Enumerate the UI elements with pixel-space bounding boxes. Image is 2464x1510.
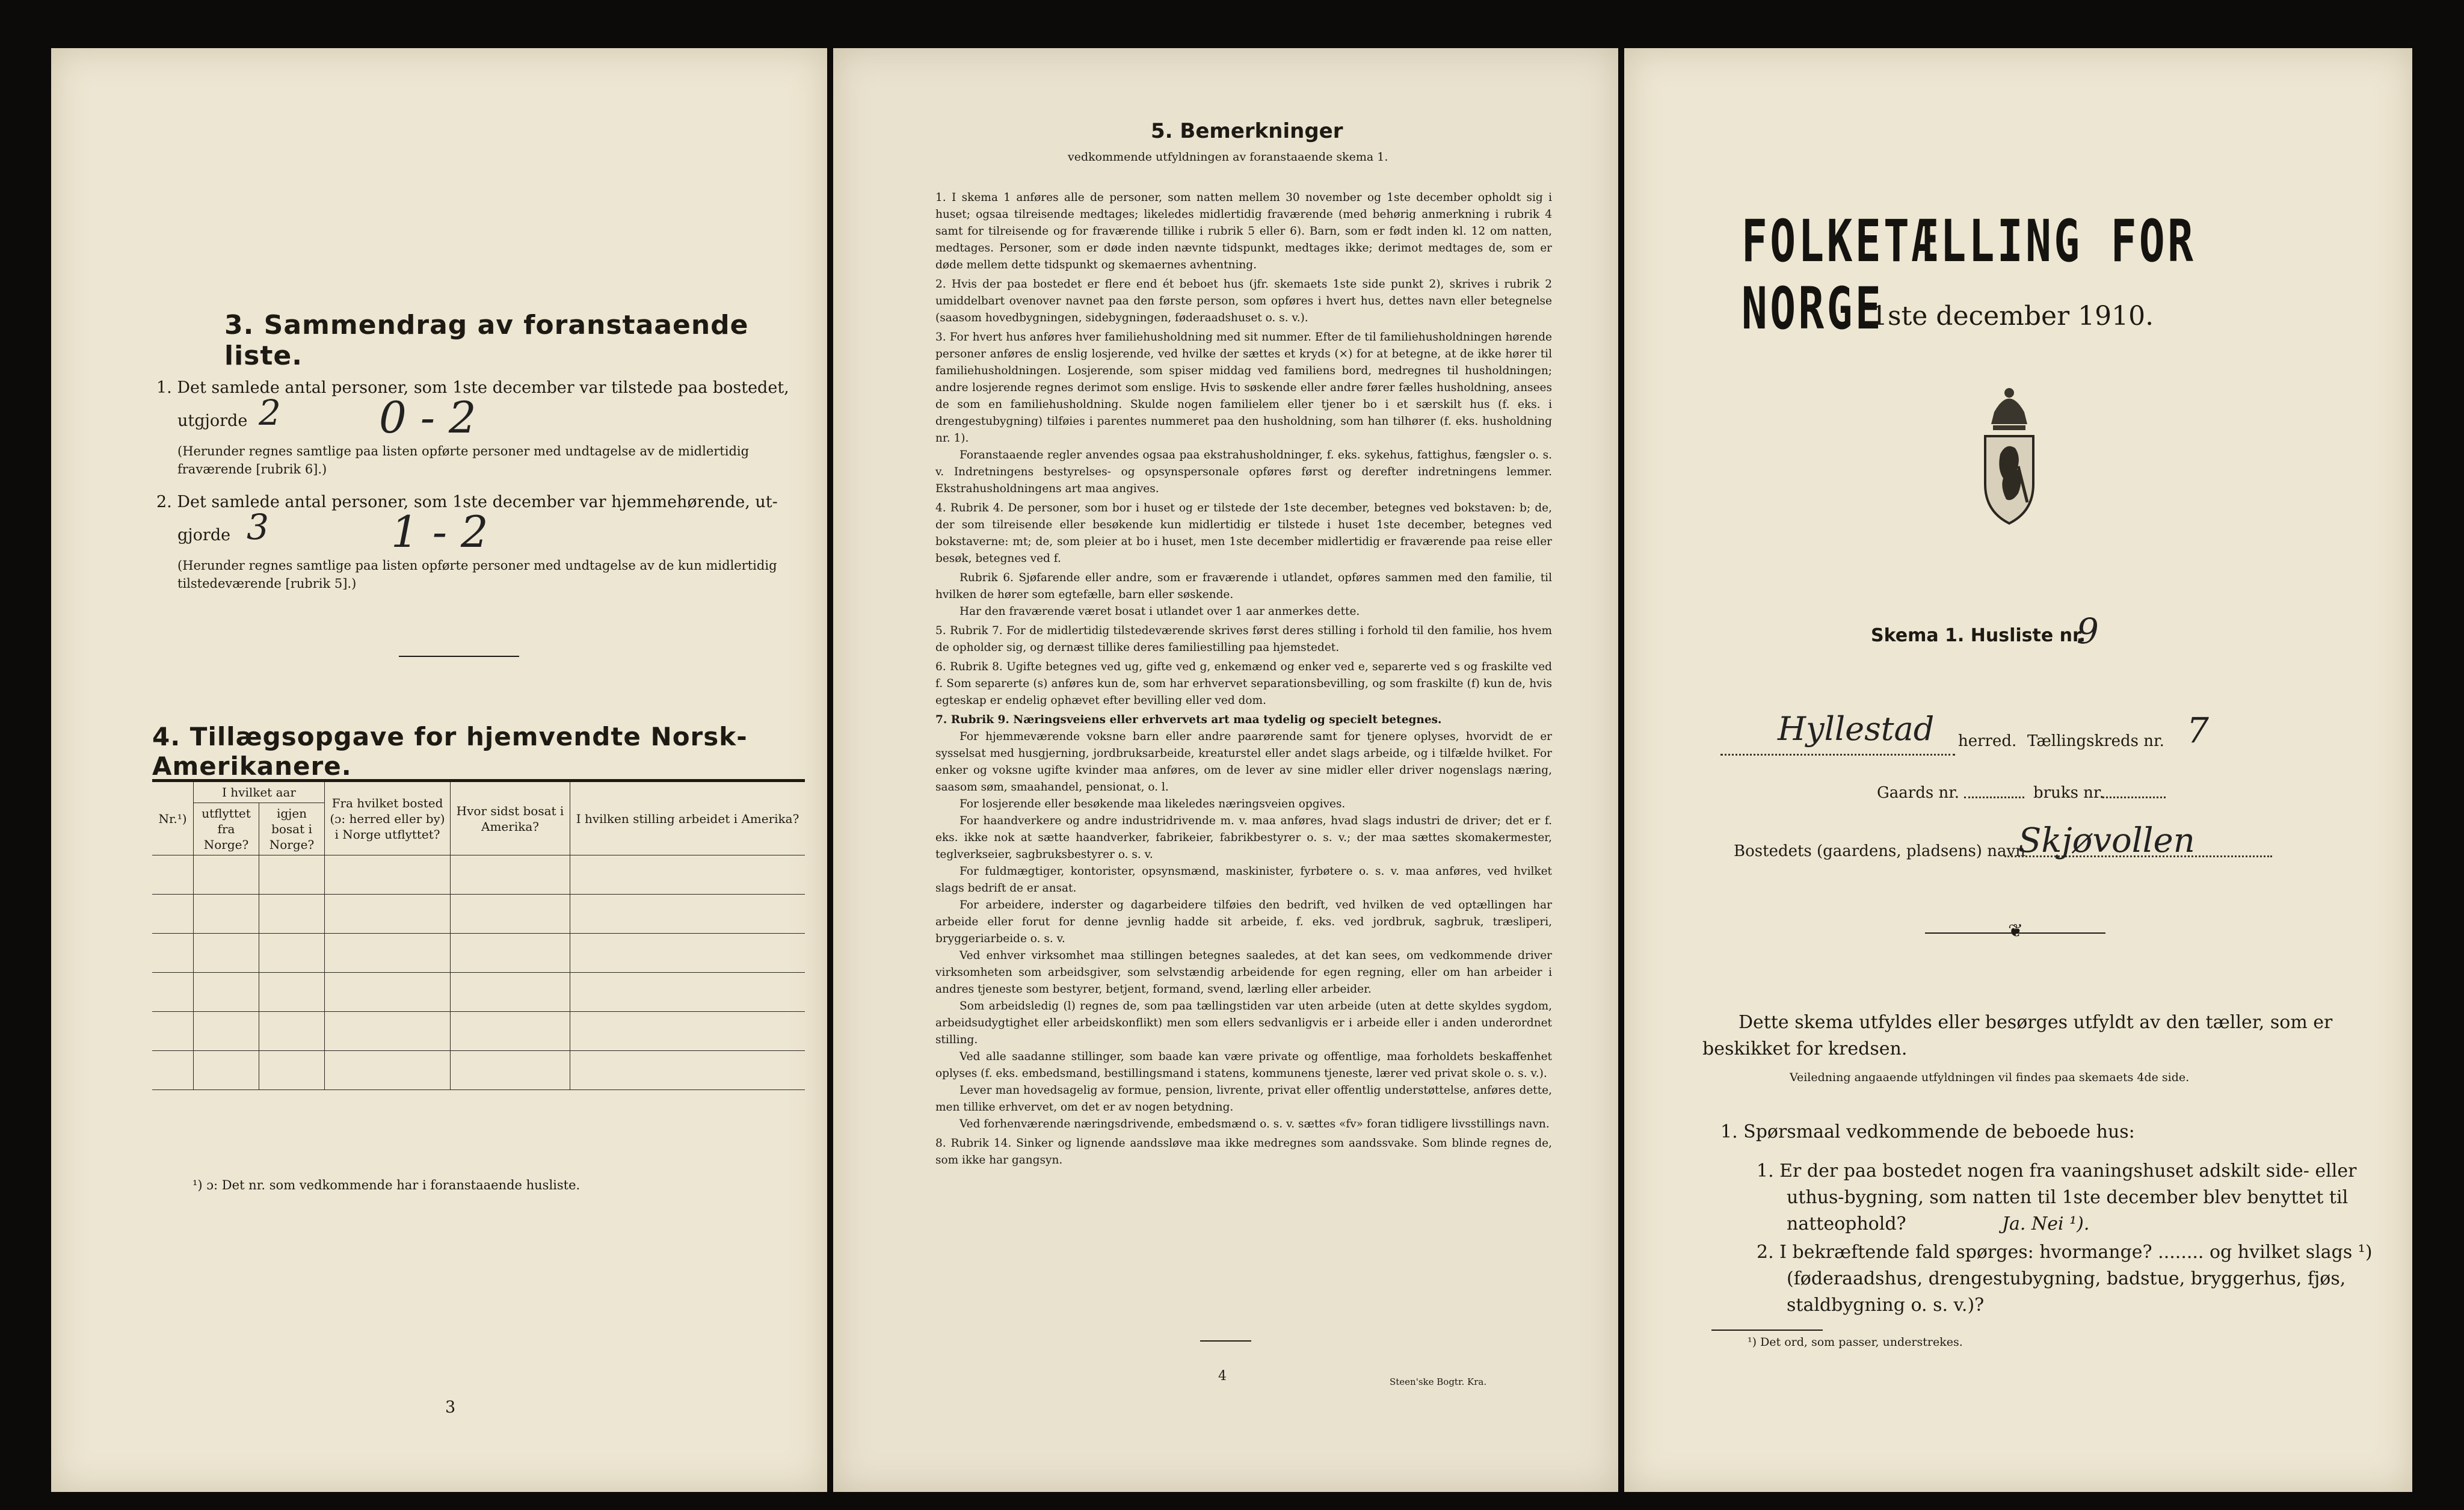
section-4-title: 4. Tillægsopgave for hjemvendte Norsk-Amerikanere.: [152, 722, 748, 781]
col-stilling-header: I hvilken stilling arbeidet i Amerika?: [570, 781, 805, 855]
end-divider: [1200, 1340, 1251, 1342]
question-2: 2. I bekræftende fald spørges: hvormange? ........ og hvilket slags ¹) (føderaadshus, drengestubygning, badstue, bryggerhus, fjøs, staldbygning o. s. v.)?: [1757, 1242, 2373, 1316]
page-number: 4: [1218, 1369, 1227, 1384]
page-middle: [833, 48, 1618, 1492]
bemerkninger-title: 5. Bemerkninger: [1151, 119, 1343, 143]
bosted-label: Bostedets (gaardens, pladsens) navn: [1734, 842, 2025, 860]
table-row: [152, 1012, 805, 1051]
remark-paragraph: 7. Rubrik 9. Næringsveiens eller erhvervets art maa tydelig og specielt betegnes.: [935, 713, 1442, 726]
remark-paragraph: For fuldmægtiger, kontorister, opsynsmænd, maskinister, fyrbøtere o. s. v. maa anføres, ved hvilket slags bedrift de er ansat.: [935, 865, 1552, 895]
remark-paragraph: For hjemmeværende voksne barn eller andre paarørende samt for tjenere oplyses, hvorvidt de er sysselsat med husgjerning, jordbruksarbeide, kreaturstel eller andet slags arbeide, og i tilfælde hvilket. For enker og voksne ugifte kvinder maa anføres, om de lever av sine midler eller driver nogenslags næring, saasom søm, smaahandel, pensionat, o. l.: [935, 730, 1552, 794]
question-1-answer: Ja. Nei ¹).: [1996, 1211, 2089, 1237]
col-utflyttet-header: utflyttet fra Norge?: [194, 803, 259, 855]
item2-note: (Herunder regnes samtlige paa listen opførte personer med undtagelse av de kun midlertidig tilstedeværende [rubrik 5].): [177, 558, 777, 591]
husliste-number: 9: [2077, 611, 2099, 652]
bemerkninger-body: [935, 190, 1552, 1169]
remark-paragraph: 2. Hvis der paa bostedet er flere end ét beboet hus (jfr. skemaets 1ste side punkt 2), skrives i rubrik 2 umiddelbart ovenover navnet paa den første person, som opføres i hvert hus, dettes navn eller betegnelse (saasom hovedbygningen, sidebygningen, føderaadshuset o. s. v.).: [935, 278, 1552, 324]
item2-handwritten-a: 3: [247, 507, 269, 547]
table-footnote: ¹) ɔ: Det nr. som vedkommende har i foranstaaende husliste.: [192, 1178, 581, 1192]
page-left: [51, 48, 827, 1492]
herred-label: herred.: [1958, 732, 2017, 750]
col-group-header: I hvilket aar: [194, 781, 325, 803]
norsk-amerikanere-table: [152, 779, 805, 1090]
table-row: [152, 934, 805, 973]
remark-paragraph: Foranstaaende regler anvendes ogsaa paa ekstrahusholdninger, f. eks. sykehus, fattighus, fængsler o. s. v. Indretningens bestyrelses- og opsynspersonale opføres først og derefter indretningens lemmer. Ekstrahusholdningens art maa angives.: [935, 449, 1552, 495]
bemerkninger-subtitle: vedkommende utfyldningen av foranstaaende skema 1.: [1068, 150, 1388, 164]
remark-paragraph: Lever man hovedsagelig av formue, pension, livrente, privat eller offentlig understøttelse, anføres dette, men tillike erhvervet, om det er av nogen betydning.: [935, 1084, 1552, 1114]
footnote: ¹) Det ord, som passer, understrekes.: [1748, 1336, 1963, 1349]
col-amerika-header: Hvor sidst bosat i Amerika?: [451, 781, 570, 855]
page-right: [1624, 48, 2412, 1492]
remark-paragraph: For arbeidere, inderster og dagarbeidere tilføies den bedrift, ved hvilken de ved optællingen har arbeide eller forut for denne jevnlig hadde sit arbeide, f. eks. ved jordbruk, sagbruk, træsliperi, bryggeriarbeide o. s. v.: [935, 899, 1552, 945]
coat-of-arms-icon: [1970, 382, 2048, 526]
footnote-divider: [1711, 1330, 1823, 1331]
item1-text: 1. Det samlede antal personer, som 1ste december var tilstede paa bostedet,: [156, 378, 789, 397]
table-row: [152, 1051, 805, 1090]
col-nr-header: Nr.¹): [152, 781, 194, 855]
question-1: 1. Er der paa bostedet nogen fra vaaningshuset adskilt side- eller uthus-bygning, som natten til 1ste december blev benyttet til natteophold?: [1757, 1160, 2357, 1234]
skema-label: Skema 1. Husliste nr.: [1871, 625, 2086, 646]
col-bosted-header: Fra hvilket bosted (ɔ: herred eller by) i Norge utflyttet?: [325, 781, 451, 855]
item2-text: 2. Det samlede antal personer, som 1ste december var hjemmehørende, ut-: [156, 493, 778, 511]
census-title: FOLKETÆLLING FOR NORGE: [1742, 208, 2196, 342]
bruks-label: bruks nr.: [2033, 784, 2104, 802]
item2-handwritten-b: 1 - 2: [391, 507, 488, 557]
item1-handwritten-b: 0 - 2: [379, 392, 476, 443]
item1-utgjorde: utgjorde: [177, 411, 248, 430]
item1-note: (Herunder regnes samtlige paa listen opførte personer med undtagelse av de midlertidig fraværende [rubrik 6].): [177, 444, 750, 476]
remark-paragraph: 5. Rubrik 7. For de midlertidig tilstedeværende skrives først deres stilling i forhold til den familie, hos hvem de opholder sig, og dernæst tillike deres familiestilling paa hjemstedet.: [935, 624, 1552, 654]
col-igjen-header: igjen bosat i Norge?: [259, 803, 325, 855]
bosted-value: Skjøvollen: [2018, 821, 2195, 860]
printer-mark: Steen'ske Bogtr. Kra.: [1390, 1376, 1487, 1387]
bruks-field: [2102, 797, 2166, 798]
kreds-label: Tællingskreds nr.: [2027, 732, 2164, 750]
item2-gjorde: gjorde: [177, 526, 231, 544]
herred-value: Hyllestad: [1778, 710, 1935, 748]
census-date: 1ste december 1910.: [1871, 301, 2154, 331]
intro-note: Veiledning angaaende utfyldningen vil findes paa skemaets 4de side.: [1790, 1071, 2190, 1084]
remark-paragraph: 1. I skema 1 anføres alle de personer, som natten mellem 30 november og 1ste december opholdt sig i huset; ogsaa tilreisende medtages; likeledes midlertidig fraværende (med behørig anmerkning i rubrik 4 samt for tilreisende og for fraværende tillike i rubrik 5 eller 6). Barn, som er født inden kl. 12 om natten, medtages. Personer, som er døde inden nævnte tidspunkt, medtages ikke; derimot medtages de, som er døde mellem dette tidspunkt og skemaernes avhentning.: [935, 191, 1552, 271]
remark-paragraph: 8. Rubrik 14. Sinker og lignende aandssløve maa ikke medregnes som aandssvake. Som blinde regnes de, som ikke har gangsyn.: [935, 1137, 1552, 1166]
divider: [399, 656, 519, 657]
remark-paragraph: Som arbeidsledig (l) regnes de, som paa tællingstiden var uten arbeide (uten at dette skyldes sygdom, arbeidsudygtighet eller arbeidskonflikt) men som ellers sedvanligvis er i arbeide eller i anden underordnet stilling.: [935, 1000, 1552, 1046]
ornament-icon: ❦: [2008, 920, 2024, 941]
remark-paragraph: Ved forhenværende næringsdrivende, embedsmænd o. s. v. sættes «fv» foran tidligere livsstillings navn.: [959, 1118, 1550, 1130]
remark-paragraph: 6. Rubrik 8. Ugifte betegnes ved ug, gifte ved g, enkemænd og enker ved e, separerte ved s og fraskilte ved f. Som separerte (s) anføres kun de, som har erhvervet separationsbevilling, og som fraskilte (f) kun de, hvis egteskap er endelig ophævet efter bevilling eller ved dom.: [935, 661, 1552, 707]
table-row: [152, 895, 805, 934]
remark-paragraph: Ved enhver virksomhet maa stillingen betegnes saaledes, at det kan sees, om vedkommende driver virksomheten som arbeidsgiver, som selvstændig arbeidende for egen regning, eller om han arbeider i andres tjeneste som bestyrer, betjent, formand, svend, lærling eller arbeider.: [935, 949, 1552, 996]
gaards-label: Gaards nr.: [1877, 784, 1960, 802]
remark-paragraph: 3. For hvert hus anføres hver familiehusholdning med sit nummer. Efter de til familiehusholdningen hørende personer anføres de enslig losjerende, ved hvilke der sættes et kryds (×) for at betegne, at de ikke hører til familiehusholdningen. Losjerende, som spiser middag ved familiens bord, medregnes til husholdningen; andre losjerende regnes derimot som enslige. Hvis to søskende eller andre fører fælles husholdning, ansees de som en familiehusholdning. Skulde nogen familielem eller tjener bo i et særskilt hus (f. eks. i drengestubygning) tilføies i parentes nummeret paa den husholdning, som han tilhører (f. eks. husholdning nr. 1).: [935, 331, 1552, 445]
intro-text: Dette skema utfyldes eller besørges utfyldt av den tæller, som er beskikket for kredsen.: [1702, 1012, 2333, 1059]
page-number: 3: [445, 1398, 456, 1417]
remark-paragraph: For haandverkere og andre industridrivende m. v. maa anføres, hvad slags industri de driver; det er f. eks. ikke nok at sætte haandverker, fabrikeier, fabrikbestyrer o. s. v.; der maa sættes skomakermester, teglverkseier, sagbruksbestyrer o. s. v.: [935, 815, 1552, 861]
remark-paragraph: Har den fraværende været bosat i utlandet over 1 aar anmerkes dette.: [959, 605, 1360, 618]
questions-heading: 1. Spørsmaal vedkommende de beboede hus:: [1720, 1121, 2135, 1142]
section-3-title: 3. Sammendrag av foranstaaende liste.: [224, 310, 749, 371]
item1-handwritten-a: 2: [259, 392, 281, 433]
kreds-number: 7: [2187, 710, 2209, 751]
remark-paragraph: Rubrik 6. Sjøfarende eller andre, som er fraværende i utlandet, opføres sammen med den familie, til hvilken de hører som egtefælle, barn eller søskende.: [935, 572, 1552, 601]
table-row: [152, 855, 805, 895]
table-row: [152, 973, 805, 1012]
remark-paragraph: 4. Rubrik 4. De personer, som bor i huset og er tilstede der 1ste december, betegnes ved bokstaven: b; de, der som tilreisende eller besøkende kun midlertidig er tilstede i huset 1ste december, betegnes ved bokstaverne: mt; de, som pleier at bo i huset, men 1ste december midlertidig er fraværende paa reise eller besøk, betegnes ved f.: [935, 502, 1552, 565]
remark-paragraph: For losjerende eller besøkende maa likeledes næringsveien opgives.: [959, 798, 1346, 810]
remark-paragraph: Ved alle saadanne stillinger, som baade kan være private og offentlige, maa forholdets beskaffenhet oplyses (f. eks. embedsmand, bestillingsmand i statens, kommunens tjeneste, lærer ved privat skole o. s. v.).: [935, 1050, 1552, 1080]
gaards-field: [1964, 797, 2024, 798]
